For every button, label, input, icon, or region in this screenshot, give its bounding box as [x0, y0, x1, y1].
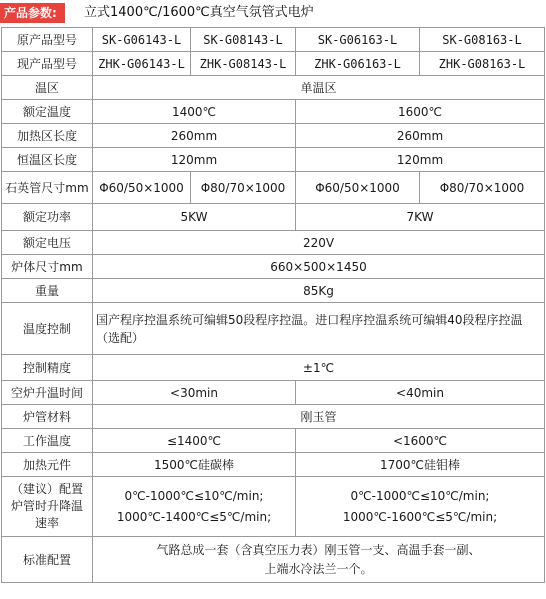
heat-len-left: 260mm — [93, 124, 296, 148]
spec-table — [1, 27, 545, 583]
work-temp-right: <1600℃ — [296, 429, 545, 453]
row-body-size — [2, 255, 545, 279]
zone-label: 温区 — [2, 76, 93, 100]
tube-mat-value: 刚玉管 — [93, 405, 545, 429]
rated-temp-label: 额定温度 — [2, 100, 93, 124]
cur-model-label: 现产品型号 — [2, 52, 93, 76]
voltage-label: 额定电压 — [2, 231, 93, 255]
heater-label: 加热元件 — [2, 453, 93, 477]
row-rated-temp — [2, 100, 545, 124]
cur-model-4: ZHK-G08163-L — [420, 52, 545, 76]
orig-model-3: SK-G06163-L — [296, 28, 420, 52]
work-temp-label: 工作温度 — [2, 429, 93, 453]
rate-right — [296, 477, 545, 537]
rated-temp-right: 1600℃ — [296, 100, 545, 124]
params-header — [0, 0, 546, 27]
tube-size-3: Φ60/50×1000 — [296, 172, 420, 204]
zone-value: 单温区 — [93, 76, 545, 100]
rate-right-line-1: 0℃-1000℃≤10℃/min; — [350, 488, 490, 503]
std-value — [93, 537, 545, 583]
row-work-temp — [2, 429, 545, 453]
rate-label-line-1: （建议）配置 — [10, 482, 83, 496]
tube-mat-label: 炉管材料 — [2, 405, 93, 429]
params-badge: 产品参数: — [0, 3, 65, 23]
const-len-left: 120mm — [93, 148, 296, 172]
heat-len-label: 加热区长度 — [2, 124, 93, 148]
heater-right: 1700℃硅钼棒 — [296, 453, 545, 477]
rate-label — [2, 477, 93, 537]
work-temp-left: ≤1400℃ — [93, 429, 296, 453]
product-title: 立式1400℃/1600℃真空气氛管式电炉 — [84, 5, 314, 20]
precision-label: 控制精度 — [2, 355, 93, 381]
row-precision — [2, 355, 545, 381]
power-label: 额定功率 — [2, 204, 93, 231]
row-rate — [2, 477, 545, 537]
orig-model-2: SK-G08143-L — [191, 28, 296, 52]
weight-value: 85Kg — [93, 279, 545, 303]
row-heat-len — [2, 124, 545, 148]
row-orig-model — [2, 28, 545, 52]
empty-rise-label: 空炉升温时间 — [2, 381, 93, 405]
orig-model-4: SK-G08163-L — [420, 28, 545, 52]
row-power — [2, 204, 545, 231]
precision-value: ±1℃ — [93, 355, 545, 381]
rate-right-line-2: 1000℃-1600℃≤5℃/min; — [342, 509, 498, 524]
cur-model-3: ZHK-G06163-L — [296, 52, 420, 76]
heater-left: 1500℃硅碳棒 — [93, 453, 296, 477]
body-size-label: 炉体尺寸mm — [2, 255, 93, 279]
row-std — [2, 537, 545, 583]
power-right: 7KW — [296, 204, 545, 231]
body-size-value: 660×500×1450 — [93, 255, 545, 279]
row-weight — [2, 279, 545, 303]
tube-size-1: Φ60/50×1000 — [93, 172, 191, 204]
voltage-value: 220V — [93, 231, 545, 255]
orig-model-label: 原产品型号 — [2, 28, 93, 52]
tube-size-label: 石英管尺寸mm — [2, 172, 93, 204]
const-len-label: 恒温区长度 — [2, 148, 93, 172]
std-value-line-1: 气路总成一套（含真空压力表）刚玉管一支、高温手套一副、 — [156, 542, 481, 557]
rated-temp-left: 1400℃ — [93, 100, 296, 124]
orig-model-1: SK-G06143-L — [93, 28, 191, 52]
rate-left — [93, 477, 296, 537]
tube-size-4: Φ80/70×1000 — [420, 172, 545, 204]
control-label: 温度控制 — [2, 303, 93, 355]
rate-label-line-3: 速率 — [34, 516, 59, 530]
row-empty-rise — [2, 381, 545, 405]
row-voltage — [2, 231, 545, 255]
const-len-right: 120mm — [296, 148, 545, 172]
row-const-len — [2, 148, 545, 172]
control-value: 国产程序控温系统可编辑50段程序控温。进口程序控温系统可编辑40段程序控温（选配） — [93, 303, 545, 355]
cur-model-1: ZHK-G06143-L — [93, 52, 191, 76]
empty-rise-left: <30min — [93, 381, 296, 405]
row-heater — [2, 453, 545, 477]
heat-len-right: 260mm — [296, 124, 545, 148]
row-cur-model — [2, 52, 545, 76]
row-zone — [2, 76, 545, 100]
row-control — [2, 303, 545, 355]
rate-left-line-1: 0℃-1000℃≤10℃/min; — [124, 488, 264, 503]
row-tube-mat — [2, 405, 545, 429]
empty-rise-right: <40min — [296, 381, 545, 405]
cur-model-2: ZHK-G08143-L — [191, 52, 296, 76]
rate-label-line-2: 炉管时升降温 — [10, 499, 83, 513]
tube-size-2: Φ80/70×1000 — [191, 172, 296, 204]
weight-label: 重量 — [2, 279, 93, 303]
rate-left-line-2: 1000℃-1400℃≤5℃/min; — [116, 509, 272, 524]
row-tube-size — [2, 172, 545, 204]
std-label: 标准配置 — [2, 537, 93, 583]
std-value-line-2: 上端水冷法兰一个。 — [264, 561, 373, 576]
power-left: 5KW — [93, 204, 296, 231]
